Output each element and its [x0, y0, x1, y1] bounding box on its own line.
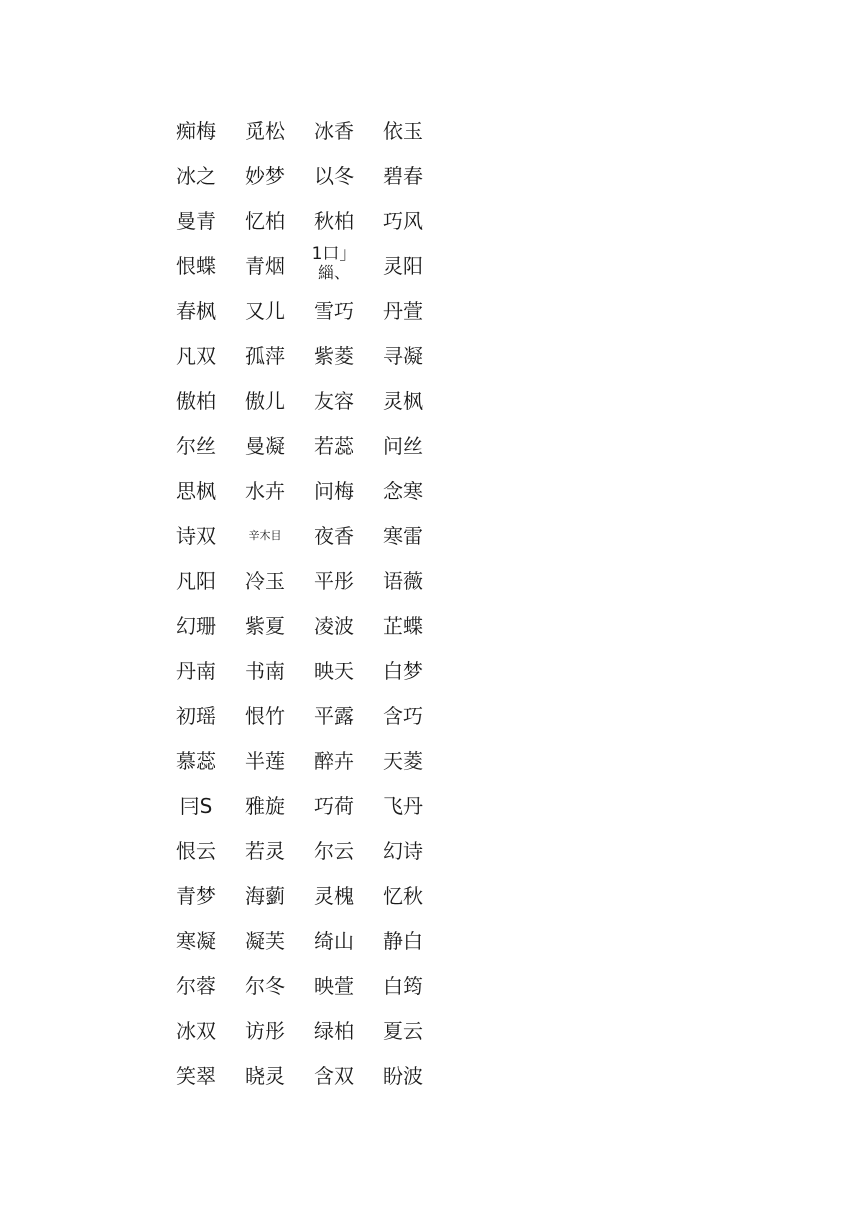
- name-cell: 冷玉: [245, 569, 285, 593]
- name-cell: 丹萱: [383, 299, 423, 323]
- name-cell: 白梦: [383, 659, 423, 683]
- name-cell: 水卉: [245, 479, 285, 503]
- name-cell: 绮山: [314, 929, 354, 953]
- name-cell: 尔蓉: [176, 974, 216, 998]
- name-cell: 冰之: [176, 164, 216, 188]
- name-cell: 春枫: [176, 299, 216, 323]
- name-cell: 半莲: [245, 749, 285, 773]
- name-row: [162, 108, 452, 153]
- name-cell: 书南: [245, 659, 285, 683]
- name-cell: 以冬: [314, 164, 354, 188]
- name-row: [162, 558, 452, 603]
- name-row: [162, 243, 452, 288]
- name-cell: 笑翠: [176, 1064, 216, 1088]
- name-row: [162, 333, 452, 378]
- name-row: [162, 153, 452, 198]
- name-cell: 若蕊: [314, 434, 354, 458]
- name-cell: 恨云: [176, 839, 216, 863]
- name-cell: 灵枫: [383, 389, 423, 413]
- name-cell: 尔丝: [176, 434, 216, 458]
- name-cell: 紫菱: [314, 344, 354, 368]
- name-cell: 寻凝: [383, 344, 423, 368]
- name-cell: 冰双: [176, 1019, 216, 1043]
- name-cell: 凡阳: [176, 569, 216, 593]
- name-cell: 问梅: [314, 479, 354, 503]
- name-cell: 忆柏: [245, 209, 285, 233]
- name-cell: 平露: [314, 704, 354, 728]
- name-cell: 孤萍: [245, 344, 285, 368]
- name-cell: 灵槐: [314, 884, 354, 908]
- name-row: [162, 378, 452, 423]
- name-cell: 语薇: [383, 569, 423, 593]
- name-row: [162, 648, 452, 693]
- name-cell: 凡双: [176, 344, 216, 368]
- name-cell: 冰香: [314, 119, 354, 143]
- name-cell: 问丝: [383, 434, 423, 458]
- name-cell: 妙梦: [245, 164, 285, 188]
- name-row: [162, 873, 452, 918]
- name-cell: 灵阳: [383, 254, 423, 278]
- name-cell: 芷蝶: [383, 614, 423, 638]
- name-row: [162, 738, 452, 783]
- name-cell: 青梦: [176, 884, 216, 908]
- name-cell: 绿柏: [314, 1019, 354, 1043]
- name-cell: 冃S: [179, 794, 213, 818]
- name-cell: 友容: [314, 389, 354, 413]
- name-cell: 青烟: [245, 254, 285, 278]
- name-cell: 痴梅: [176, 119, 216, 143]
- name-cell: 天菱: [383, 749, 423, 773]
- name-cell: 曼青: [176, 209, 216, 233]
- name-cell: 思枫: [176, 479, 216, 503]
- name-cell: 幻珊: [176, 614, 216, 638]
- name-row: [162, 1008, 452, 1053]
- name-cell: 映萱: [314, 974, 354, 998]
- name-cell: 海藰: [245, 884, 285, 908]
- name-row: [162, 1053, 452, 1098]
- name-cell: 傲柏: [176, 389, 216, 413]
- name-row: [162, 468, 452, 513]
- name-row: [162, 693, 452, 738]
- name-cell: 觅松: [245, 119, 285, 143]
- name-cell: 凝芙: [245, 929, 285, 953]
- name-cell: 忆秋: [383, 884, 423, 908]
- name-cell: 寒凝: [176, 929, 216, 953]
- name-cell: 初瑶: [176, 704, 216, 728]
- name-cell: 含巧: [383, 704, 423, 728]
- name-cell: 巧荷: [314, 794, 354, 818]
- name-cell: 访彤: [245, 1019, 285, 1043]
- name-cell: 慕蕊: [176, 749, 216, 773]
- name-cell: 醉卉: [314, 749, 354, 773]
- name-cell: 恨蝶: [176, 254, 216, 278]
- name-cell: [303, 245, 365, 282]
- name-row: [162, 918, 452, 963]
- name-cell: 巧风: [383, 209, 423, 233]
- name-cell: 碧春: [383, 164, 423, 188]
- name-cell: 白筠: [383, 974, 423, 998]
- name-cell: 辛木目: [248, 529, 282, 542]
- name-cell: 丹南: [176, 659, 216, 683]
- name-row: [162, 198, 452, 243]
- name-cell: 飞丹: [383, 794, 423, 818]
- name-grid: [162, 108, 452, 1098]
- name-cell: 恨竹: [245, 704, 285, 728]
- name-cell: 盼波: [383, 1064, 423, 1088]
- name-row: [162, 288, 452, 333]
- name-cell: 雪巧: [314, 299, 354, 323]
- name-cell: 晓灵: [245, 1064, 285, 1088]
- name-cell: 凌波: [314, 614, 354, 638]
- name-cell: 静白: [383, 929, 423, 953]
- name-cell: 含双: [314, 1064, 354, 1088]
- name-cell: 映天: [314, 659, 354, 683]
- name-cell: 秋柏: [314, 209, 354, 233]
- name-row: [162, 513, 452, 558]
- name-cell: 雅旋: [245, 794, 285, 818]
- name-cell: 念寒: [383, 479, 423, 503]
- name-cell: 夜香: [314, 524, 354, 548]
- garbled-line-1: 1口」: [311, 244, 357, 264]
- name-cell: 若灵: [245, 839, 285, 863]
- name-cell: 夏云: [383, 1019, 423, 1043]
- name-cell: 又儿: [245, 299, 285, 323]
- name-row: [162, 783, 452, 828]
- name-cell: 尔冬: [245, 974, 285, 998]
- name-cell: 尔云: [314, 839, 354, 863]
- name-cell: 幻诗: [383, 839, 423, 863]
- name-row: [162, 603, 452, 648]
- name-cell: 曼凝: [245, 434, 285, 458]
- name-row: [162, 963, 452, 1008]
- name-row: [162, 423, 452, 468]
- name-row: [162, 828, 452, 873]
- name-cell: 平彤: [314, 569, 354, 593]
- garbled-line-2: 緇、: [317, 263, 350, 282]
- name-cell: 寒雷: [383, 524, 423, 548]
- name-cell: 依玉: [383, 119, 423, 143]
- name-cell: 紫夏: [245, 614, 285, 638]
- name-cell: 诗双: [176, 524, 216, 548]
- name-cell: 傲儿: [245, 389, 285, 413]
